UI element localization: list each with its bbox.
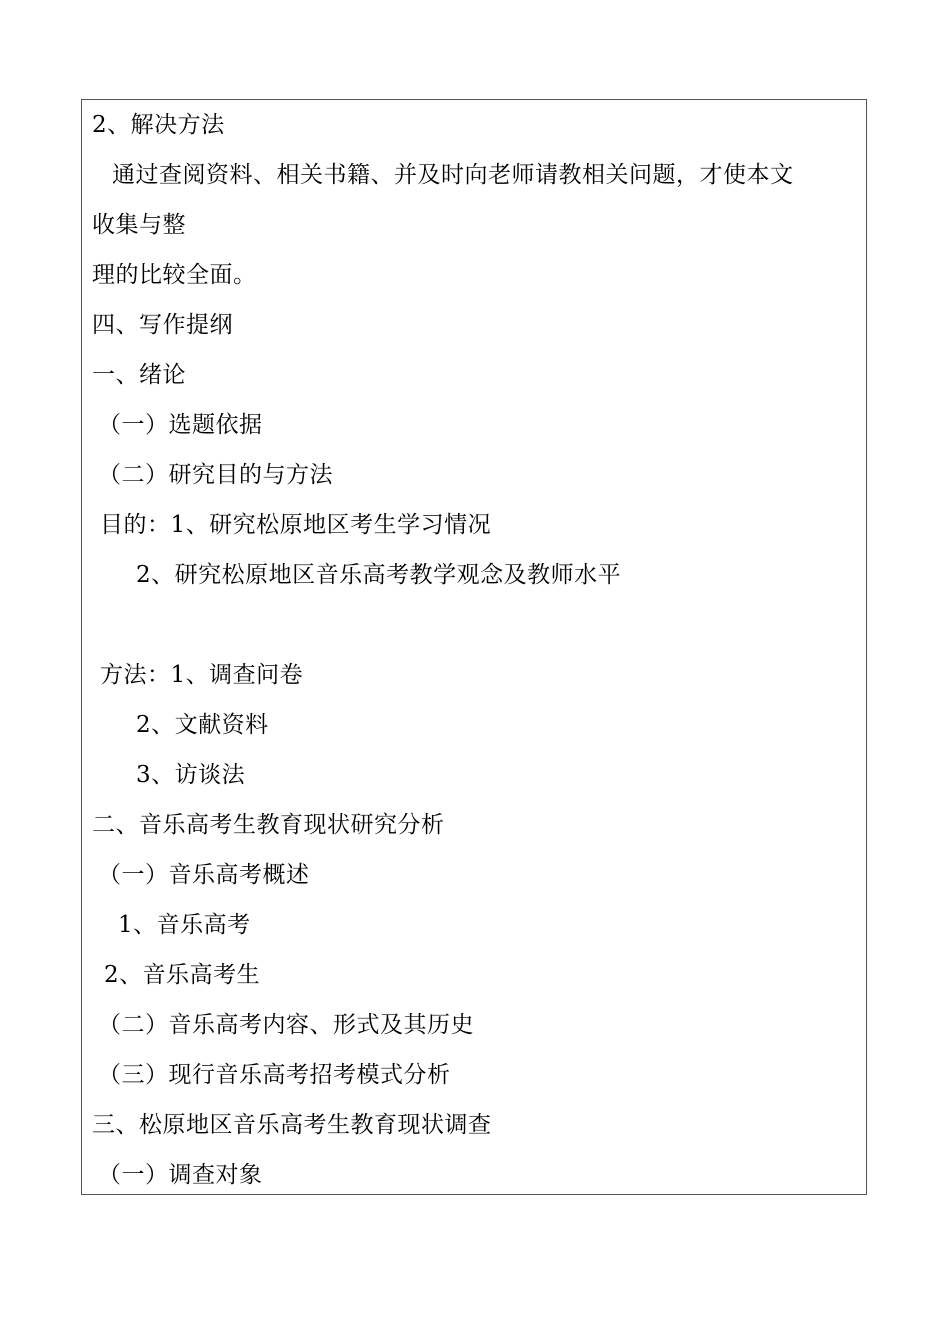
outline-item: 方法：1、调查问卷 [100, 662, 304, 688]
paragraph-line: 收集与整 [92, 212, 186, 238]
outline-item: 3、访谈法 [136, 762, 246, 788]
outline-subheading: （一）音乐高考概述 [98, 862, 310, 888]
section-heading-outline: 四、写作提纲 [92, 312, 233, 338]
document-body [92, 100, 858, 1200]
paragraph-line: 理的比较全面。 [92, 262, 257, 288]
outline-item: 目的：1、研究松原地区考生学习情况 [100, 512, 492, 538]
outline-item: 2、音乐高考生 [104, 962, 261, 988]
outline-subheading: （三）现行音乐高考招考模式分析 [98, 1062, 451, 1088]
blank-line [92, 600, 858, 650]
outline-subheading: （一）选题依据 [98, 412, 263, 438]
outline-heading: 一、绪论 [92, 362, 186, 388]
section-heading-method: 2、解决方法 [92, 112, 225, 138]
outline-heading: 三、松原地区音乐高考生教育现状调查 [92, 1112, 492, 1138]
outline-subheading: （一）调查对象 [98, 1162, 263, 1188]
outline-heading: 二、音乐高考生教育现状研究分析 [92, 812, 445, 838]
document-frame [81, 99, 867, 1195]
outline-item: 2、研究松原地区音乐高考教学观念及教师水平 [136, 562, 622, 588]
outline-item: 1、音乐高考 [118, 912, 251, 938]
outline-subheading: （二）音乐高考内容、形式及其历史 [98, 1012, 474, 1038]
paragraph-line: 通过查阅资料、相关书籍、并及时向老师请教相关问题，才使本文 [112, 162, 794, 188]
outline-subheading: （二）研究目的与方法 [98, 462, 333, 488]
outline-item: 2、文献资料 [136, 712, 269, 738]
